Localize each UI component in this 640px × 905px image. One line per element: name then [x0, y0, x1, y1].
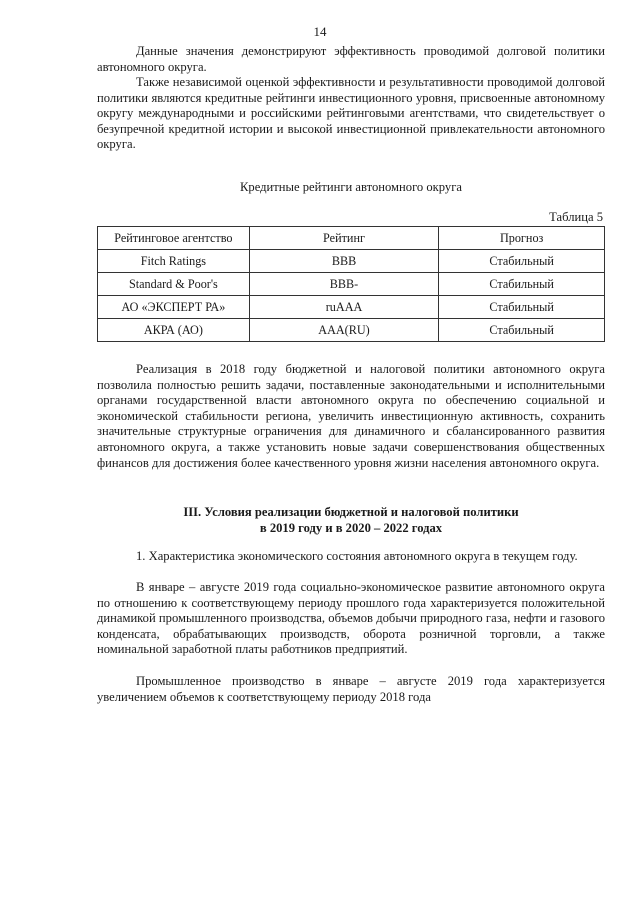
cell-agency: АКРА (АО)	[98, 319, 250, 342]
table-row	[98, 296, 605, 319]
cell-outlook: Стабильный	[439, 296, 605, 319]
cell-rating: AAA(RU)	[249, 319, 439, 342]
cell-rating: BBB-	[249, 273, 439, 296]
cell-rating: BBB	[249, 250, 439, 273]
section-heading-line1: III. Условия реализации бюджетной и налоговой политики	[183, 505, 519, 519]
paragraph-industrial-production: Промышленное производство в январе – августе 2019 года характеризуется увеличением объемов к соответствующему периоду 2018 года	[97, 674, 605, 704]
section-heading	[97, 505, 605, 536]
paragraph-2018-results: Реализация в 2018 году бюджетной и налоговой политики автономного округа позволила полностью решить задачи, поставленные законодательными и исполнительными органами государственной власти автономного округа по обеспечению социальной и экономической стабильности региона, увеличить инвестиционную активность, сохранить значительные структурные ограничения для динамичного и сбалансированного развития автономного округа, а также установить новые задачи совершенствования общественных финансов для достижения более качественного уровня жизни населения автономного округа.	[97, 362, 605, 470]
paragraph-debt-policy: Данные значения демонстрируют эффективность проводимой долговой политики автономного округа.	[97, 44, 605, 74]
cell-rating: ruAAA	[249, 296, 439, 319]
ratings-table	[97, 226, 605, 342]
table-row	[98, 250, 605, 273]
paragraph-socioeconomic-development: В январе – августе 2019 года социально-экономическое развитие автономного округа по отношению к соответствующему периоду прошлого года характеризуется положительной динамикой промышленного производства, объемов добычи природного газа, нефти и газового конденсата, обрабатывающих производств, оборота розничной торговли, а также номинальной заработной платы работников предприятий.	[97, 580, 605, 657]
paragraph-credit-ratings: Также независимой оценкой эффективности и результативности проводимой долговой политики являются кредитные рейтинги инвестиционного уровня, присвоенные автономному округу международными и российскими рейтинговыми агентствами, что свидетельствует о безупречной кредитной истории и высокой инвестиционной привлекательности автономного округа.	[97, 75, 605, 152]
cell-agency: Fitch Ratings	[98, 250, 250, 273]
section-heading-line2: в 2019 году и в 2020 – 2022 годах	[259, 520, 443, 535]
header-rating: Рейтинг	[249, 227, 439, 250]
page-number: 14	[313, 24, 327, 39]
table-label: Таблица 5	[549, 210, 603, 224]
cell-outlook: Стабильный	[439, 250, 605, 273]
table-caption: Кредитные рейтинги автономного округа	[240, 180, 462, 194]
table-row	[98, 273, 605, 296]
table-row	[98, 319, 605, 342]
table-header-row	[98, 227, 605, 250]
cell-outlook: Стабильный	[439, 273, 605, 296]
cell-agency: Standard & Poor's	[98, 273, 250, 296]
paragraph-economic-characteristic: 1. Характеристика экономического состояния автономного округа в текущем году.	[136, 549, 578, 563]
cell-agency: АО «ЭКСПЕРТ РА»	[98, 296, 250, 319]
header-agency: Рейтинговое агентство	[98, 227, 250, 250]
cell-outlook: Стабильный	[439, 319, 605, 342]
header-outlook: Прогноз	[439, 227, 605, 250]
